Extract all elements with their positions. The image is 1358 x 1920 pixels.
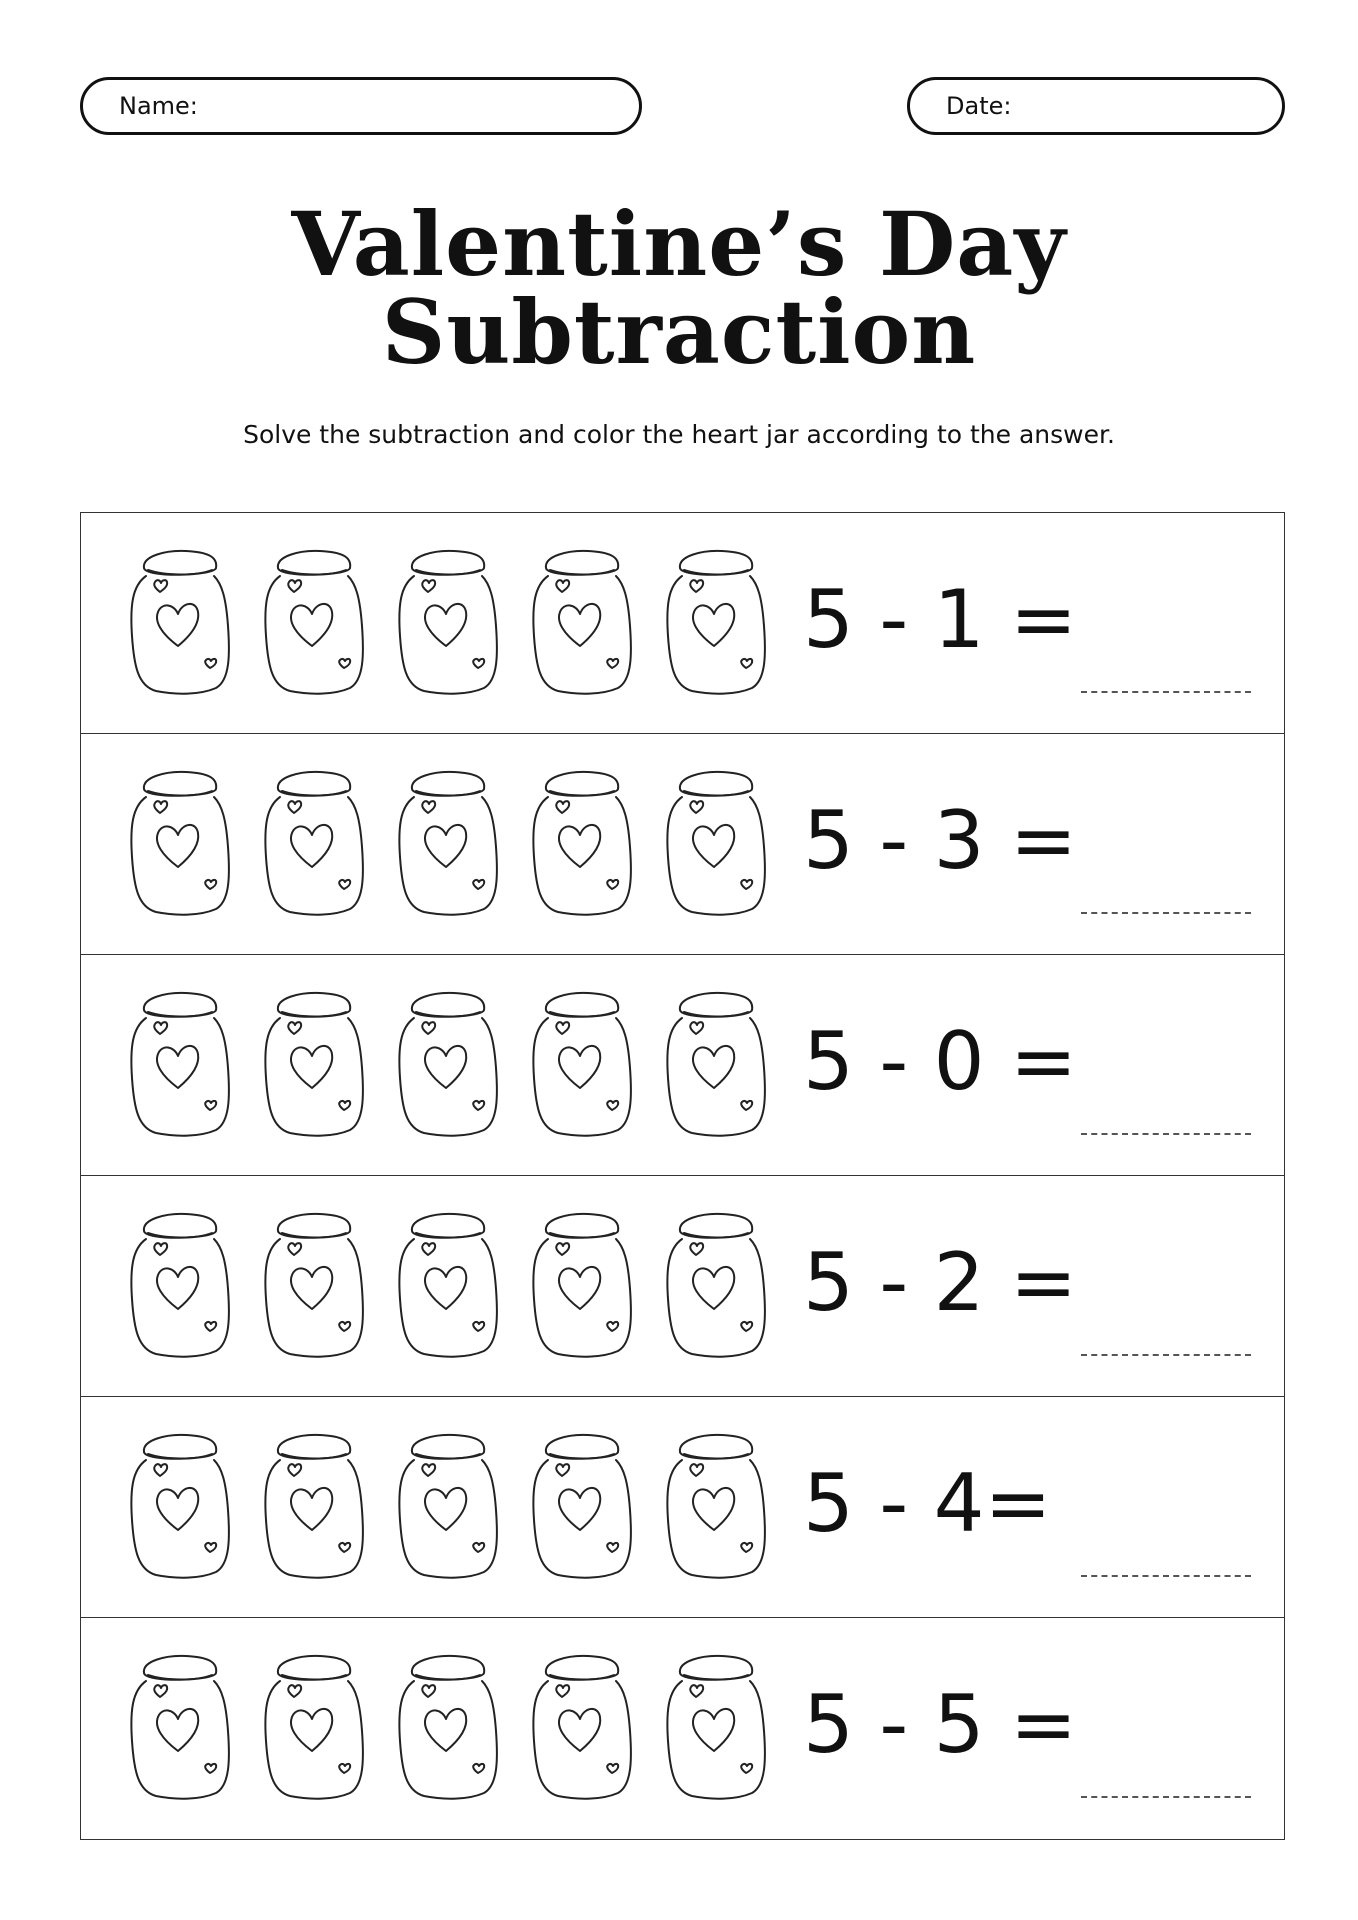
problem-row: [81, 734, 1284, 955]
heart-jar-icon[interactable]: [126, 546, 232, 696]
name-label: Name:: [119, 92, 198, 120]
problem-row: [81, 513, 1284, 734]
answer-blank[interactable]: [1081, 1796, 1251, 1798]
heart-jar-icon[interactable]: [528, 767, 634, 917]
equation-text: 5 - 1 =: [803, 573, 1077, 666]
title-line-2: Subtraction: [381, 280, 977, 384]
heart-jar-icon[interactable]: [528, 1651, 634, 1801]
answer-blank[interactable]: [1081, 1354, 1251, 1356]
problems-table: [80, 512, 1285, 1840]
equation-text: 5 - 4=: [803, 1457, 1052, 1550]
heart-jar-icon[interactable]: [126, 1209, 232, 1359]
heart-jar-icon[interactable]: [260, 1651, 366, 1801]
answer-blank[interactable]: [1081, 912, 1251, 914]
date-input-area[interactable]: [1011, 80, 1282, 132]
equation-text: 5 - 5 =: [803, 1678, 1077, 1771]
answer-blank[interactable]: [1081, 691, 1251, 693]
heart-jar-icon[interactable]: [662, 1430, 768, 1580]
heart-jar-icon[interactable]: [662, 1651, 768, 1801]
heart-jar-group: [126, 1209, 768, 1359]
heart-jar-icon[interactable]: [662, 767, 768, 917]
heart-jar-icon[interactable]: [394, 988, 500, 1138]
name-input-area[interactable]: [198, 80, 639, 132]
heart-jar-icon[interactable]: [662, 1209, 768, 1359]
equation-text: 5 - 0 =: [803, 1015, 1077, 1108]
equation-text: 5 - 2 =: [803, 1236, 1077, 1329]
heart-jar-icon[interactable]: [394, 1209, 500, 1359]
heart-jar-icon[interactable]: [260, 767, 366, 917]
heart-jar-icon[interactable]: [126, 1651, 232, 1801]
heart-jar-icon[interactable]: [126, 988, 232, 1138]
heart-jar-icon[interactable]: [394, 767, 500, 917]
instructions: Solve the subtraction and color the heart jar according to the answer.: [243, 420, 1115, 449]
worksheet-title: [0, 192, 1358, 384]
heart-jar-icon[interactable]: [260, 546, 366, 696]
heart-jar-icon[interactable]: [126, 1430, 232, 1580]
heart-jar-icon[interactable]: [662, 546, 768, 696]
heart-jar-icon[interactable]: [126, 767, 232, 917]
heart-jar-icon[interactable]: [394, 1651, 500, 1801]
heart-jar-group: [126, 546, 768, 696]
answer-blank[interactable]: [1081, 1575, 1251, 1577]
problem-row: [81, 1397, 1284, 1618]
heart-jar-group: [126, 988, 768, 1138]
heart-jar-icon[interactable]: [394, 1430, 500, 1580]
heart-jar-group: [126, 1651, 768, 1801]
heart-jar-icon[interactable]: [528, 988, 634, 1138]
problem-row: [81, 955, 1284, 1176]
heart-jar-icon[interactable]: [260, 1430, 366, 1580]
name-field[interactable]: [80, 77, 642, 135]
heart-jar-icon[interactable]: [260, 1209, 366, 1359]
answer-blank[interactable]: [1081, 1133, 1251, 1135]
title-line-1: Valentine’s Day: [291, 192, 1067, 296]
heart-jar-icon[interactable]: [394, 546, 500, 696]
heart-jar-icon[interactable]: [662, 988, 768, 1138]
problem-row: [81, 1176, 1284, 1397]
equation-text: 5 - 3 =: [803, 794, 1077, 887]
heart-jar-icon[interactable]: [528, 546, 634, 696]
heart-jar-icon[interactable]: [528, 1430, 634, 1580]
heart-jar-icon[interactable]: [260, 988, 366, 1138]
heart-jar-group: [126, 767, 768, 917]
problem-row: [81, 1618, 1284, 1839]
heart-jar-icon[interactable]: [528, 1209, 634, 1359]
date-field[interactable]: [907, 77, 1285, 135]
heart-jar-group: [126, 1430, 768, 1580]
date-label: Date:: [946, 92, 1012, 120]
